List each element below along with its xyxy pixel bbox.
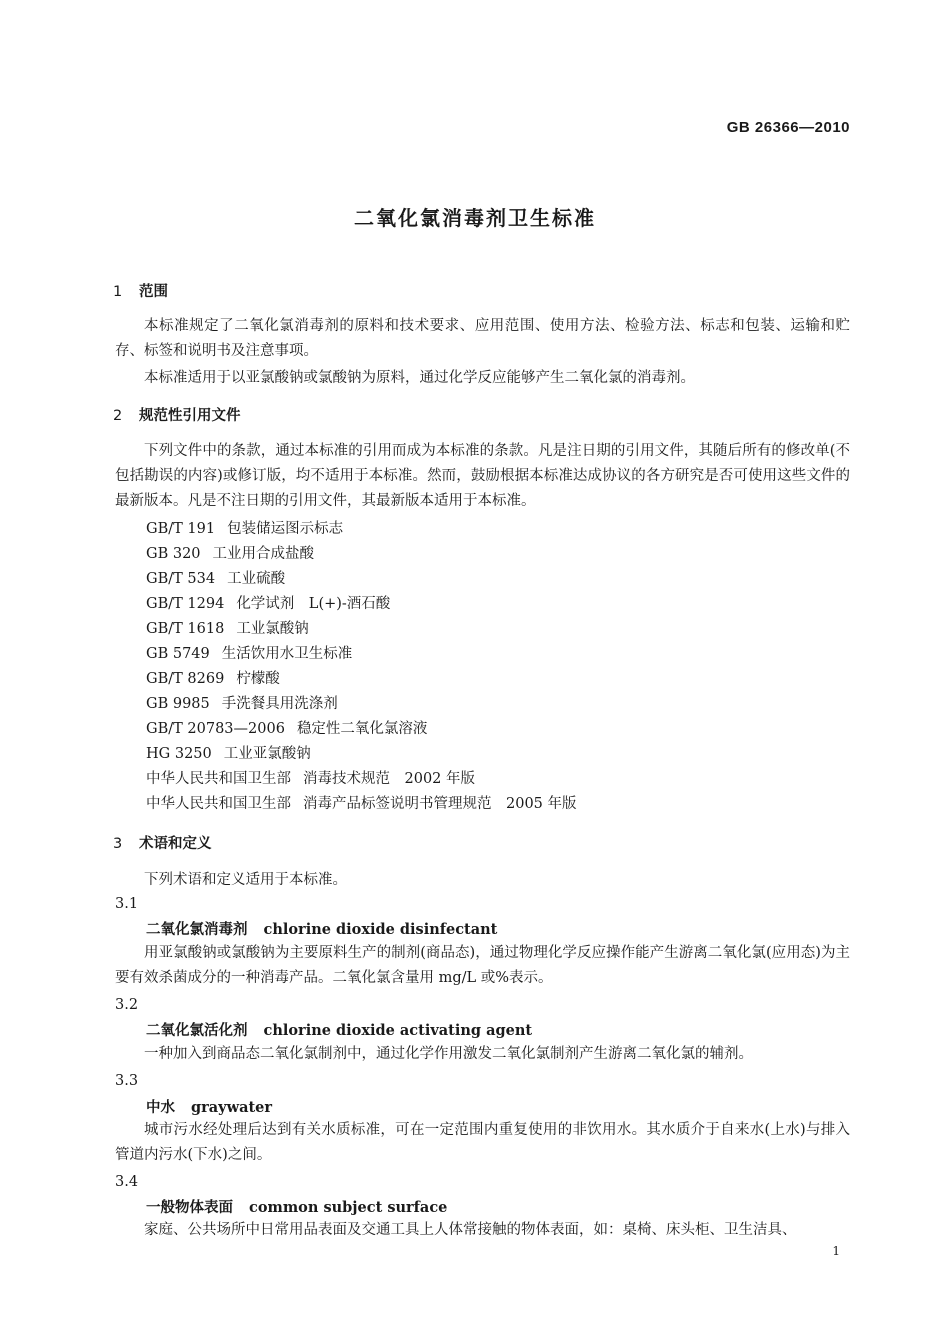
- document-title: 二氧化氯消毒剂卫生标准: [354, 206, 596, 230]
- reference-title: 工业亚氯酸钠: [223, 746, 311, 762]
- section-2-heading: [113, 404, 241, 425]
- term-definition: 一种加入到商品态二氧化氯制剂中，通过化学作用激发二氧化氯制剂产生游离二氧化氯的辅剂。: [144, 1046, 753, 1062]
- term-heading: [146, 1019, 532, 1040]
- standard-code: GB 26366—2010: [726, 119, 850, 136]
- section-1-heading: [113, 280, 168, 301]
- paragraph: 本标准适用于以亚氯酸钠或氯酸钠为原料，通过化学反应能够产生二氧化氯的消毒剂。: [144, 370, 695, 386]
- term-definition: 用亚氯酸钠或氯酸钠为主要原料生产的制剂(商品态)，通过物理化学反应操作能产生游离二氧化氯(应用态)为主要有效杀菌成分的一种消毒产品。二氧化氯含量用 mg/L 或%表示。: [115, 945, 850, 986]
- reference-title: 化学试剂 L(+)-酒石酸: [236, 596, 391, 612]
- clause-number: 3.3: [115, 1073, 139, 1089]
- reference-code: GB/T 1618: [146, 621, 225, 637]
- term-heading: [146, 1196, 447, 1217]
- section-title: 规范性引用文件: [139, 408, 241, 424]
- reference-item: [146, 717, 427, 738]
- reference-item: [146, 542, 314, 563]
- reference-title: 柠檬酸: [236, 671, 280, 687]
- reference-code: GB/T 20783—2006: [146, 721, 285, 737]
- reference-title: 手洗餐具用洗涤剂: [221, 696, 338, 712]
- reference-code: GB/T 8269: [146, 671, 225, 687]
- reference-code: GB 5749: [146, 646, 210, 662]
- section-number: 3: [113, 836, 123, 852]
- reference-item: [146, 592, 390, 613]
- reference-item: [146, 642, 352, 663]
- reference-code: GB 9985: [146, 696, 210, 712]
- reference-code: 中华人民共和国卫生部: [146, 771, 291, 787]
- section-number: 2: [113, 408, 123, 424]
- term-en: chlorine dioxide disinfectant: [263, 921, 498, 938]
- clause-number: 3.4: [115, 1174, 139, 1190]
- term-cn: 一般物体表面: [146, 1200, 233, 1216]
- reference-title: 稳定性二氧化氯溶液: [296, 721, 428, 737]
- reference-title: 工业硫酸: [227, 571, 286, 587]
- reference-title: 消毒技术规范 2002 年版: [303, 771, 476, 787]
- paragraph: 本标准规定了二氧化氯消毒剂的原料和技术要求、应用范围、使用方法、检验方法、标志和包装、运输和贮存、标签和说明书及注意事项。: [115, 318, 850, 359]
- reference-item: [146, 767, 475, 788]
- term-cn: 二氧化氯消毒剂: [146, 922, 248, 938]
- term-cn: 二氧化氯活化剂: [146, 1023, 248, 1039]
- term-heading: [146, 1096, 272, 1117]
- term-en: chlorine dioxide activating agent: [263, 1022, 533, 1039]
- reference-item: [146, 742, 311, 763]
- reference-item: [146, 692, 338, 713]
- term-en: common subject surface: [249, 1199, 448, 1216]
- reference-item: [146, 567, 285, 588]
- reference-code: GB/T 534: [146, 571, 216, 587]
- term-cn: 中水: [146, 1100, 175, 1116]
- term-heading: [146, 918, 497, 939]
- paragraph: 下列术语和定义适用于本标准。: [144, 872, 347, 888]
- reference-item: [146, 792, 577, 813]
- section-3-heading: [113, 832, 212, 853]
- reference-code: GB/T 1294: [146, 596, 225, 612]
- reference-item: [146, 517, 343, 538]
- paragraph: 下列文件中的条款，通过本标准的引用而成为本标准的条款。凡是注日期的引用文件，其随后所有的修改单(不包括勘误的内容)或修订版，均不适用于本标准。然而，鼓励根据本标准达成协议的各方研究是否可使用这些文件的最新版本。凡是不注日期的引用文件，其最新版本适用于本标准。: [115, 443, 850, 509]
- clause-number: 3.1: [115, 896, 139, 912]
- reference-item: [146, 667, 280, 688]
- reference-title: 消毒产品标签说明书管理规范 2005 年版: [303, 796, 577, 812]
- section-title: 范围: [139, 284, 168, 300]
- reference-item: [146, 617, 309, 638]
- section-number: 1: [113, 284, 123, 300]
- reference-title: 工业氯酸钠: [236, 621, 309, 637]
- reference-code: GB 320: [146, 546, 201, 562]
- reference-title: 生活饮用水卫生标准: [221, 646, 353, 662]
- reference-title: 工业用合成盐酸: [212, 546, 315, 562]
- term-definition: 家庭、公共场所中日常用品表面及交通工具上人体常接触的物体表面，如：桌椅、床头柜、卫生洁具、: [144, 1222, 797, 1238]
- reference-title: 包装储运图示标志: [227, 521, 344, 537]
- reference-code: HG 3250: [146, 746, 212, 762]
- reference-code: GB/T 191: [146, 521, 216, 537]
- reference-code: 中华人民共和国卫生部: [146, 796, 291, 812]
- section-title: 术语和定义: [139, 836, 212, 852]
- clause-number: 3.2: [115, 997, 139, 1013]
- term-en: graywater: [191, 1099, 273, 1116]
- page-number: 1: [832, 1244, 840, 1258]
- term-definition: 城市污水经处理后达到有关水质标准，可在一定范围内重复使用的非饮用水。其水质介于自来水(上水)与排入管道内污水(下水)之间。: [115, 1122, 850, 1163]
